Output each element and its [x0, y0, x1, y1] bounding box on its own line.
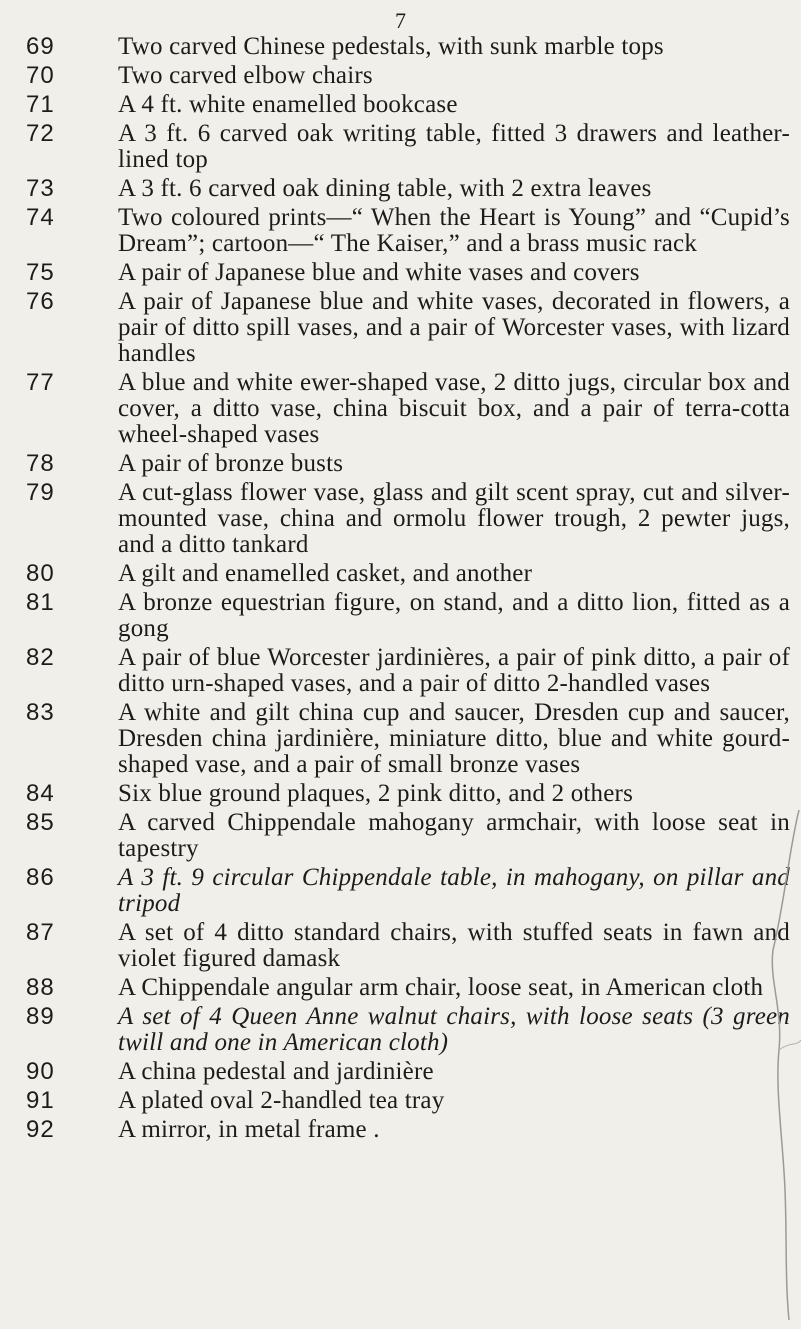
lot-item	[0, 975, 790, 1001]
lot-description: A 3 ft. 6 carved oak writing table, fitted 3 drawers and leather-lined top	[118, 120, 790, 173]
lot-item	[0, 781, 790, 807]
lot-description: Two carved elbow chairs	[118, 62, 373, 89]
lot-number: 90	[26, 1058, 55, 1085]
lot-item	[0, 205, 790, 257]
lot-number: 76	[26, 288, 55, 315]
lot-description: A set of 4 Queen Anne walnut chairs, with loose seats (3 green twill and one in American cloth)	[118, 1003, 790, 1056]
lot-number: 75	[26, 259, 55, 286]
lot-number: 69	[26, 33, 55, 60]
lot-description: A china pedestal and jardinière	[118, 1058, 434, 1085]
lot-item	[0, 645, 790, 697]
lot-number: 72	[26, 120, 55, 147]
lot-description: A pair of bronze busts	[118, 450, 344, 477]
lot-number: 70	[26, 62, 55, 89]
lot-number: 79	[26, 479, 55, 506]
lot-number: 83	[26, 699, 55, 726]
lot-item	[0, 480, 790, 558]
lot-description: A white and gilt china cup and saucer, Dresden cup and saucer, Dresden china jardinière, miniature ditto, blue and white gourd-shaped vase, and a pair of small bronze vases	[118, 699, 790, 778]
lot-item	[0, 63, 790, 89]
lot-description: A cut-glass flower vase, glass and gilt scent spray, cut and silver-mounted vase, china and ormolu flower trough, 2 pewter jugs, and a ditto tankard	[118, 479, 790, 558]
lot-item	[0, 176, 790, 202]
lot-number: 87	[26, 919, 55, 946]
lot-description: A 3 ft. 9 circular Chippendale table, in mahogany, on pillar and tripod	[118, 864, 790, 917]
page-number: 7	[395, 8, 406, 33]
lot-description: Two coloured prints—“ When the Heart is Young” and “Cupid’s Dream”; cartoon—“ The Kaiser,” and a brass music rack	[118, 204, 790, 257]
lot-item	[0, 920, 790, 972]
lot-number: 86	[26, 864, 55, 891]
lot-description: A pair of Japanese blue and white vases, decorated in flowers, a pair of ditto spill vases, and a pair of Worcester vases, with lizard handles	[118, 288, 790, 367]
lot-description: A 4 ft. white enamelled bookcase	[118, 91, 458, 118]
lot-description: A pair of blue Worcester jardinières, a pair of pink ditto, a pair of ditto urn-shaped vases, and a pair of ditto 2-handled vases	[118, 644, 790, 697]
lot-item	[0, 1117, 790, 1143]
lot-description: A blue and white ewer-shaped vase, 2 ditto jugs, circular box and cover, a ditto vase, china biscuit box, and a pair of terra-cotta wheel-shaped vases	[118, 369, 790, 448]
lot-item	[0, 370, 790, 448]
lot-number: 77	[26, 369, 55, 396]
lot-item	[0, 561, 790, 587]
lot-number: 74	[26, 204, 55, 231]
lot-description: A Chippendale angular arm chair, loose seat, in American cloth	[118, 974, 764, 1001]
lot-item	[0, 451, 790, 477]
torn-page-edge	[759, 810, 801, 1320]
lot-number: 91	[26, 1087, 55, 1114]
lot-number: 82	[26, 644, 55, 671]
lot-item	[0, 1004, 790, 1056]
lot-item	[0, 865, 790, 917]
lot-item	[0, 700, 790, 778]
lot-description: A plated oval 2-handled tea tray	[118, 1087, 445, 1114]
lot-number: 71	[26, 91, 55, 118]
lot-item	[0, 34, 790, 60]
lot-item	[0, 590, 790, 642]
lot-number: 84	[26, 780, 55, 807]
lot-item	[0, 121, 790, 173]
lot-item	[0, 1088, 790, 1114]
lot-description: A 3 ft. 6 carved oak dining table, with 2 extra leaves	[118, 175, 652, 202]
lot-number: 85	[26, 809, 55, 836]
lot-number: 92	[26, 1116, 55, 1143]
lot-number: 88	[26, 974, 55, 1001]
lot-description: A gilt and enamelled casket, and another	[118, 560, 533, 587]
lot-number: 89	[26, 1003, 55, 1030]
lot-item	[0, 1059, 790, 1085]
lot-description: A bronze equestrian figure, on stand, and a ditto lion, fitted as a gong	[118, 589, 790, 642]
lot-item	[0, 810, 790, 862]
lot-description: A set of 4 ditto standard chairs, with stuffed seats in fawn and violet figured damask	[118, 919, 790, 972]
lot-item	[0, 289, 790, 367]
lot-description: A mirror, in metal frame .	[118, 1116, 380, 1143]
lot-number: 73	[26, 175, 55, 202]
lot-description: A pair of Japanese blue and white vases and covers	[118, 259, 640, 286]
lot-description: Two carved Chinese pedestals, with sunk marble tops	[118, 33, 664, 60]
lot-item	[0, 260, 790, 286]
lot-number: 81	[26, 589, 55, 616]
lot-description: A carved Chippendale mahogany armchair, with loose seat in tapestry	[118, 809, 790, 862]
lot-number: 80	[26, 560, 55, 587]
lot-item	[0, 92, 790, 118]
lot-list	[0, 34, 790, 1146]
lot-number: 78	[26, 450, 55, 477]
lot-description: Six blue ground plaques, 2 pink ditto, and 2 others	[118, 780, 634, 807]
